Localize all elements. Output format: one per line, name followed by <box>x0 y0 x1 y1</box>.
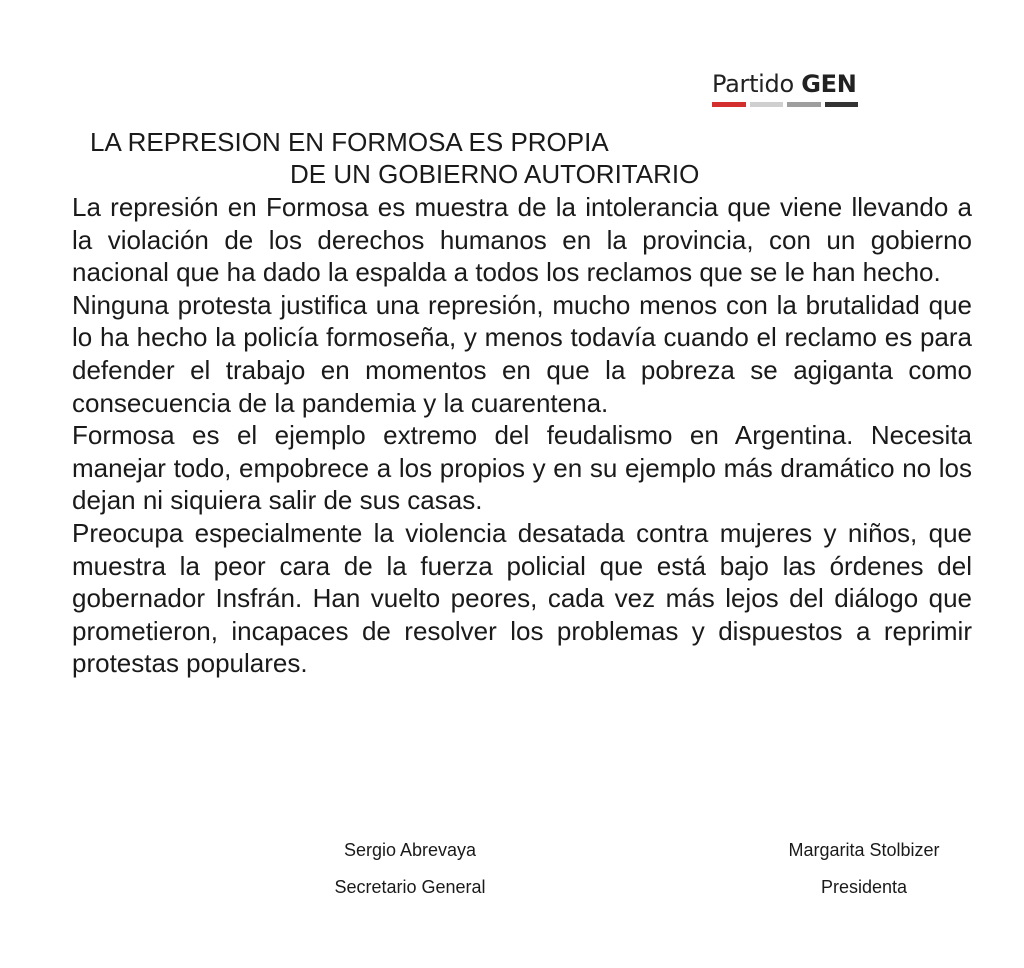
signature-president <box>762 839 966 898</box>
paragraph-3: Formosa es el ejemplo extremo del feudalismo en Argentina. Necesita manejar todo, empobrece a los propios y en su ejemplo más dramático no los dejan ni siquiera salir de sus casas. <box>72 420 972 516</box>
signature-secretary <box>300 839 520 898</box>
logo-text-regular: Partido <box>712 70 802 98</box>
party-logo <box>712 70 858 107</box>
paragraph-4: Preocupa especialmente la violencia desatada contra mujeres y niños, que muestra la peor cara de la fuerza policial que está bajo las órdenes del gobernador Insfrán. Han vuelto peores, cada vez más lejos del diálogo que prometieron, incapaces de resolver los problemas y dispuestos a reprimir protestas populares. <box>72 517 972 679</box>
signature-role: Presidenta <box>820 877 908 897</box>
signature-name: Sergio Abrevaya <box>343 840 477 860</box>
logo-bar-light-gray <box>750 102 784 107</box>
logo-bar-gray <box>787 102 821 107</box>
document-title <box>0 126 1024 190</box>
title-line-1: LA REPRESION EN FORMOSA ES PROPIA <box>90 127 609 157</box>
logo-bar-red <box>712 102 746 107</box>
signature-name: Margarita Stolbizer <box>788 840 940 860</box>
document-body <box>72 191 972 680</box>
paragraph-2: Ninguna protesta justifica una represión, mucho menos con la brutalidad que lo ha hecho la policía formoseña, y menos todavía cuando el reclamo es para defender el trabajo en momentos en que la pobreza se agiganta como consecuencia de la pandemia y la cuarentena. <box>72 289 972 418</box>
paragraph-1: La represión en Formosa es muestra de la intolerancia que viene llevando a la violación de los derechos humanos en la provincia, con un gobierno nacional que ha dado la espalda a todos los reclamos que se le han hecho. <box>72 192 972 288</box>
logo-text <box>712 70 858 98</box>
logo-bar-dark <box>825 102 859 107</box>
logo-text-bold: GEN <box>801 70 857 98</box>
title-line-2: DE UN GOBIERNO AUTORITARIO <box>290 159 700 189</box>
signature-role: Secretario General <box>334 877 486 897</box>
logo-color-bars <box>712 102 858 107</box>
